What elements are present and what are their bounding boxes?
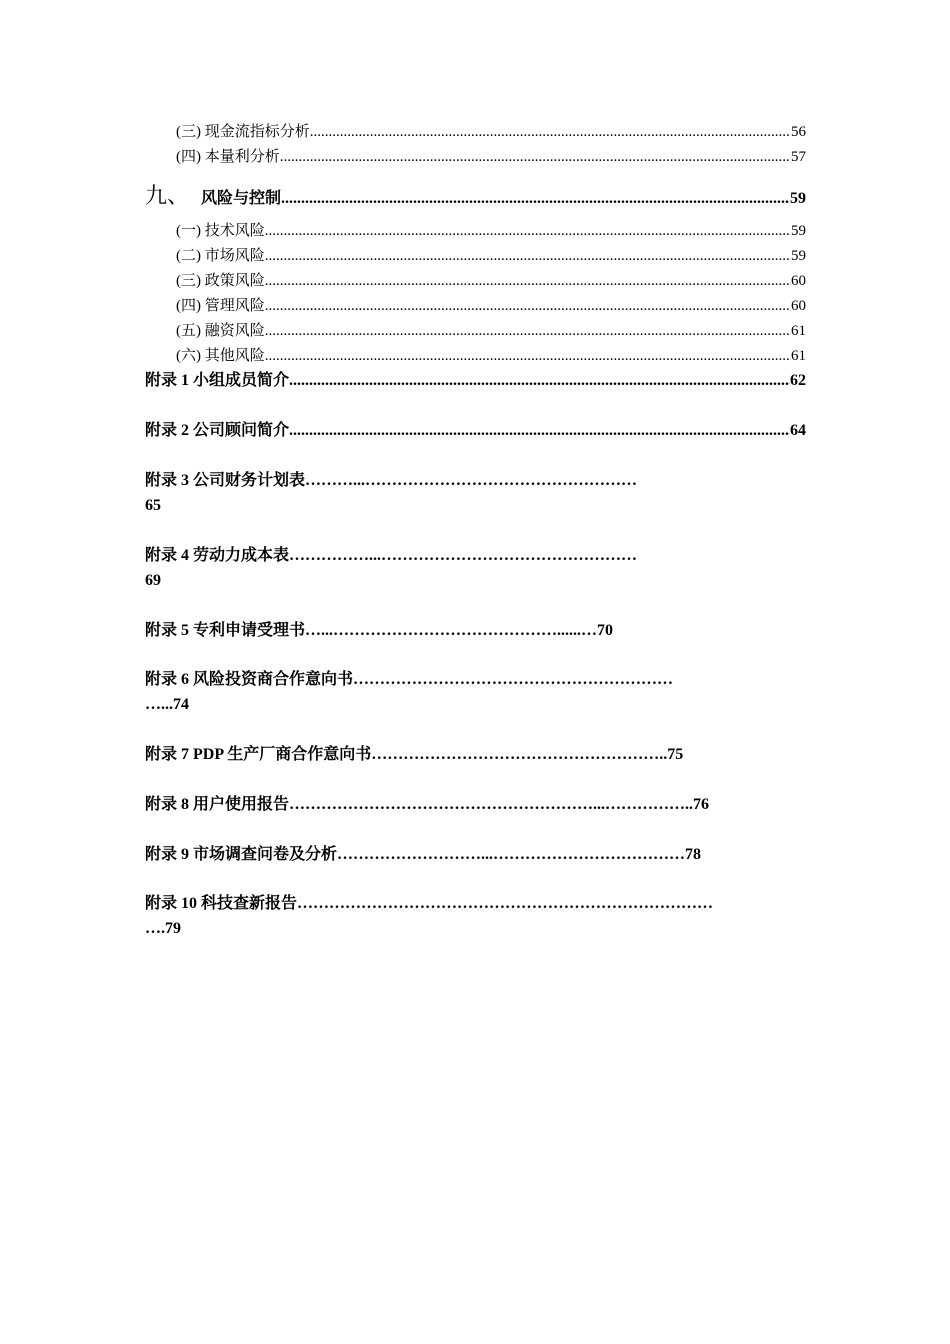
chapter-title: 风险与控制 (201, 190, 282, 207)
toc-entry-label: (一) 技术风险 (176, 223, 265, 239)
toc-entry-label: (四) 本量利分析 (176, 149, 280, 165)
dot-leader (265, 220, 791, 242)
toc-page-number: 64 (790, 422, 806, 439)
toc-appendix-3[interactable] (145, 468, 806, 518)
toc-page-number: 61 (791, 323, 806, 339)
toc-page-number: ….79 (145, 920, 181, 937)
toc-appendix-4[interactable] (145, 543, 806, 593)
toc-entry-text: 附录 10 科技查新报告…………………………………………………………………… (145, 895, 714, 912)
dot-leader (265, 295, 791, 317)
toc-entry-text: 附录 9 市场调查问卷及分析………………………...………………………………78 (145, 846, 702, 863)
toc-entry-label: (三) 政策风险 (176, 273, 265, 289)
toc-entry-market-risk[interactable] (176, 245, 806, 267)
dot-leader (289, 369, 790, 393)
toc-page-number: 61 (791, 348, 806, 364)
dot-leader (281, 184, 790, 211)
toc-page-number: 59 (790, 190, 806, 207)
toc-entry-label: (六) 其他风险 (176, 348, 265, 364)
toc-page-number: 56 (791, 124, 806, 140)
dot-leader (265, 320, 791, 342)
toc-entry-text: 附录 7 PDP 生产厂商合作意向书………………………………………………..75 (145, 746, 684, 763)
toc-entry-text: 附录 5 专利申请受理书…...……………………………………......…70 (145, 622, 614, 639)
toc-page-number: 57 (791, 149, 806, 165)
toc-chapter-risk-control[interactable] (145, 181, 806, 211)
toc-entry-other-risk[interactable] (176, 345, 806, 367)
dot-leader (265, 245, 791, 267)
toc-entry-break-even-analysis[interactable] (176, 146, 806, 168)
toc-page-number: 69 (145, 572, 161, 589)
toc-appendix-1[interactable] (145, 369, 806, 393)
toc-entry-policy-risk[interactable] (176, 270, 806, 292)
toc-entry-label: (四) 管理风险 (176, 298, 265, 314)
toc-page-number: 59 (791, 248, 806, 264)
toc-entry-management-risk[interactable] (176, 295, 806, 317)
toc-entry-cashflow-analysis[interactable] (176, 121, 806, 143)
toc-entry-text: 附录 4 劳动力成本表……………...………………………………………… (145, 547, 638, 564)
toc-entry-label: 附录 2 公司顾问简介 (145, 422, 290, 439)
toc-page-number: 65 (145, 497, 161, 514)
toc-entry-tech-risk[interactable] (176, 220, 806, 242)
toc-appendix-5[interactable] (145, 618, 806, 643)
toc-appendix-10[interactable] (145, 891, 806, 941)
toc-entry-label: (五) 融资风险 (176, 323, 265, 339)
toc-entry-text: 附录 3 公司财务计划表………...…………………………………………… (145, 472, 638, 489)
toc-appendix-8[interactable] (145, 792, 806, 817)
toc-appendix-2[interactable] (145, 419, 806, 443)
toc-appendix-6[interactable] (145, 667, 806, 717)
dot-leader (265, 345, 791, 367)
toc-entry-label: (二) 市场风险 (176, 248, 265, 264)
toc-page-number: …...74 (145, 696, 189, 713)
dot-leader (265, 270, 791, 292)
toc-appendix-9[interactable] (145, 842, 806, 867)
toc-page-number: 62 (790, 372, 806, 389)
toc-page-number: 60 (791, 298, 806, 314)
toc-entry-label: 附录 1 小组成员简介 (145, 372, 290, 389)
dot-leader (310, 121, 791, 143)
dot-leader (289, 419, 790, 443)
toc-entry-financing-risk[interactable] (176, 320, 806, 342)
toc-page-number: 59 (791, 223, 806, 239)
toc-entry-text: 附录 8 用户使用报告…………………………………………………...……………..76 (145, 796, 710, 813)
dot-leader (280, 146, 791, 168)
chapter-number: 九、 (145, 183, 190, 208)
toc-entry-label: (三) 现金流指标分析 (176, 124, 310, 140)
toc-appendix-7[interactable] (145, 742, 806, 767)
toc-entry-text: 附录 6 风险投资商合作意向书…………………………………………………… (145, 671, 674, 688)
toc-page-number: 60 (791, 273, 806, 289)
